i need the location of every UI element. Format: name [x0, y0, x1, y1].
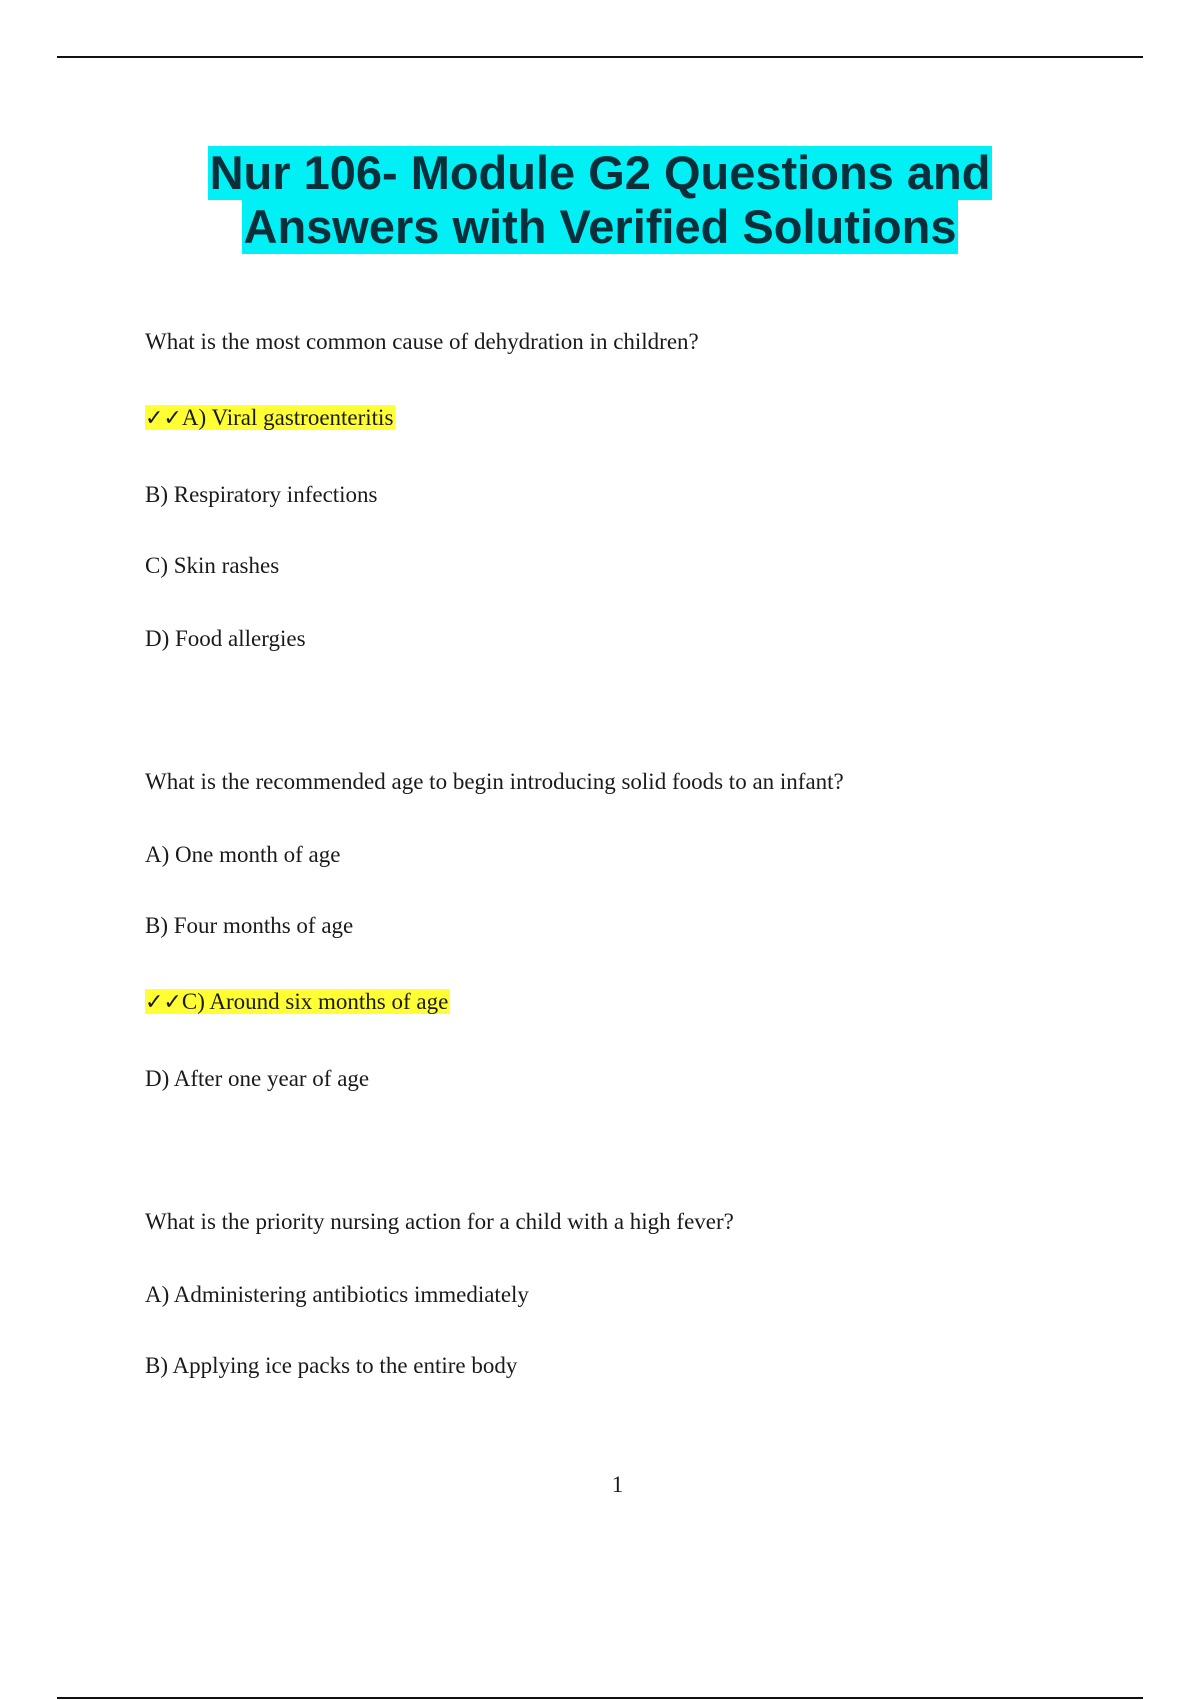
top-rule [57, 56, 1143, 58]
check-mark-icon: ✓✓ [145, 990, 182, 1015]
question-3-option-b: B) Applying ice packs to the entire body [145, 1353, 518, 1378]
page-number: 1 [611, 1472, 624, 1497]
question-3-option-a: A) Administering antibiotics immediately [145, 1282, 529, 1307]
question-2-text: What is the recommended age to begin introducing solid foods to an infant? [145, 769, 844, 794]
question-1-option-c: C) Skin rashes [145, 553, 280, 578]
title-line-1: Nur 106- Module G2 Questions and [209, 146, 991, 199]
check-mark-icon: ✓✓ [145, 406, 182, 431]
correct-answer-highlight [145, 405, 395, 430]
correct-answer-highlight [145, 989, 450, 1014]
question-1-option-a [145, 403, 395, 434]
question-3-text: What is the priority nursing action for a child with a high fever? [145, 1209, 734, 1234]
option-label: C) Around six months of age [181, 989, 449, 1014]
option-label: A) Viral gastroenteritis [181, 405, 394, 430]
question-1-option-d: D) Food allergies [145, 626, 306, 651]
question-2-option-a: A) One month of age [145, 842, 341, 867]
question-2-option-c [145, 987, 450, 1018]
question-1-text: What is the most common cause of dehydration in children? [145, 329, 699, 354]
document-title [0, 146, 1200, 254]
title-line-2: Answers with Verified Solutions [243, 200, 957, 253]
question-2-option-d: D) After one year of age [145, 1066, 370, 1091]
bottom-rule [57, 1697, 1143, 1699]
question-1-option-b: B) Respiratory infections [145, 482, 378, 507]
question-2-option-b: B) Four months of age [145, 913, 354, 938]
